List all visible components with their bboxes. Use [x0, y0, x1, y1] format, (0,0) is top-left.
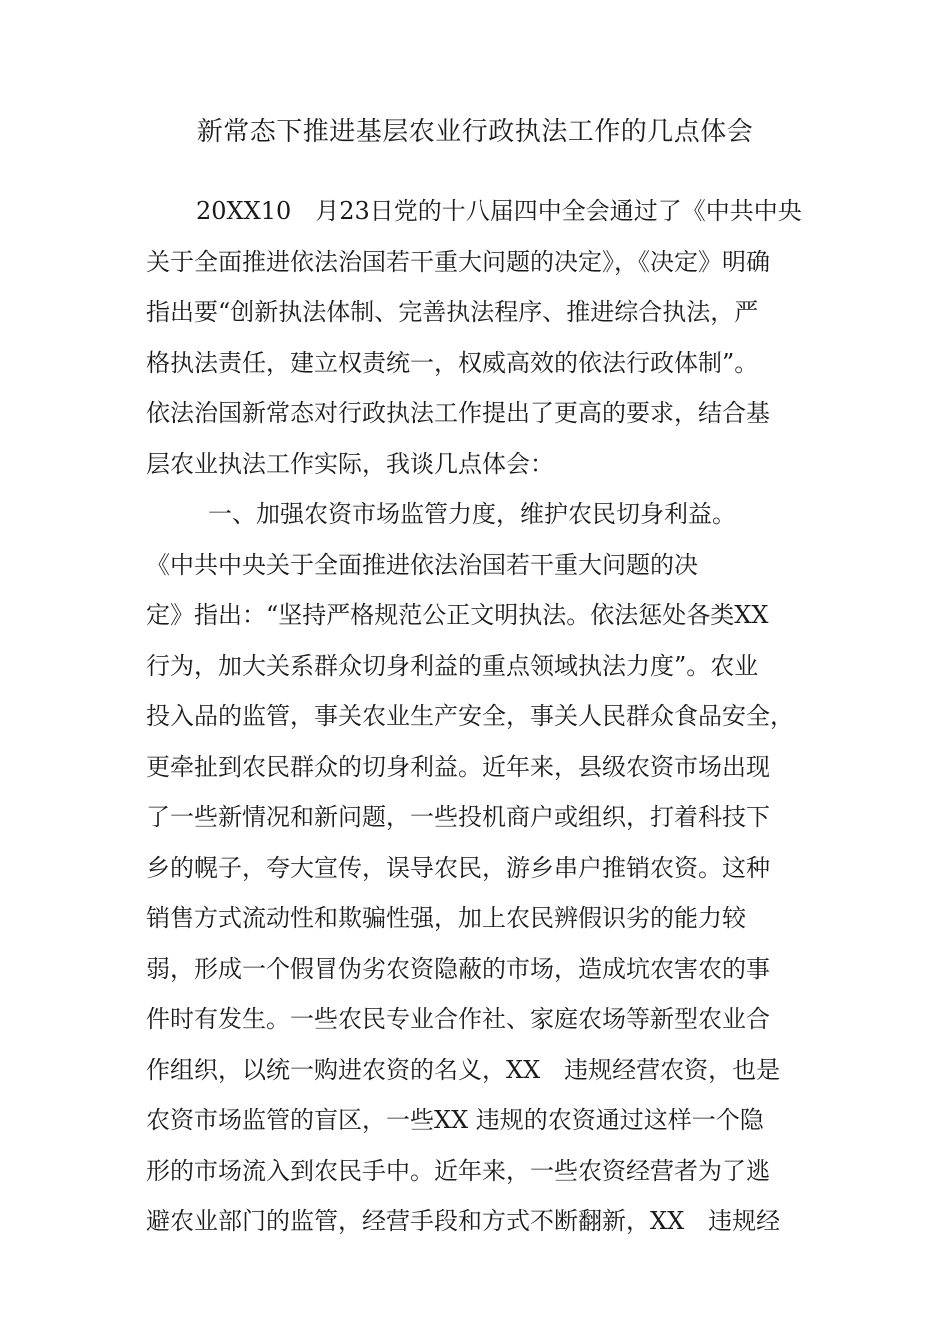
paragraph-line: 依法治国新常态对行政执法工作提出了更高的要求，结合基	[146, 399, 770, 427]
document-title: 新常态下推进基层农业行政执法工作的几点体会	[196, 117, 754, 147]
paragraph-line: 层农业执法工作实际，我谈几点体会：	[146, 449, 554, 478]
paragraph-line: 形的市场流入到农民手中。近年来，一些农资经营者为了逃	[146, 1156, 770, 1185]
paragraph-line: 定》指出：“坚持严格规范公正文明执法。依法惩处各类XX	[146, 601, 769, 629]
paragraph-line: 乡的幌子，夸大宣传，误导农民，游乡串户推销农资。这种	[146, 853, 770, 882]
paragraph-line: 行为，加大关系群众切身利益的重点领域执法力度”。农业	[146, 651, 759, 680]
paragraph-line: 《中共中央关于全面推进依法治国若干重大问题的决	[146, 550, 698, 579]
paragraph-line: 农资市场监管的盲区，一些XX 违规的农资通过这样一个隐	[146, 1106, 764, 1134]
paragraph-line: 了一些新情况和新问题，一些投机商户或组织，打着科技下	[146, 803, 770, 831]
paragraph-line: 投入品的监管，事关农业生产安全，事关人民群众食品安全，	[146, 702, 794, 730]
paragraph-line: 关于全面推进依法治国若干重大问题的决定》，《决定》明确	[146, 247, 770, 276]
paragraph-line: 20XX10 月23日党的十八届四中全会通过了《中共中央	[196, 197, 802, 225]
paragraph-line: 件时有发生。一些农民专业合作社、家庭农场等新型农业合	[146, 1005, 770, 1033]
paragraph-line: 更牵扯到农民群众的切身利益。近年来，县级农资市场出现	[146, 752, 770, 781]
paragraph-line: 作组织，以统一购进农资的名义，XX 违规经营农资，也是	[146, 1055, 781, 1084]
section-heading: 一、加强农资市场监管力度，维护农民切身利益。	[208, 500, 736, 528]
paragraph-line: 格执法责任，建立权责统一，权威高效的依法行政体制”。	[146, 348, 759, 377]
paragraph-line: 弱，形成一个假冒伪劣农资隐蔽的市场，造成坑农害农的事	[146, 954, 770, 983]
paragraph-line: 避农业部门的监管，经营手段和方式不断翻新，XX 违规经	[146, 1207, 781, 1235]
paragraph-line: 指出要“创新执法体制、完善执法程序、推进综合执法，严	[146, 298, 759, 326]
paragraph-line: 销售方式流动性和欺骗性强，加上农民辨假识劣的能力较	[146, 904, 746, 932]
document-body	[146, 186, 836, 1247]
